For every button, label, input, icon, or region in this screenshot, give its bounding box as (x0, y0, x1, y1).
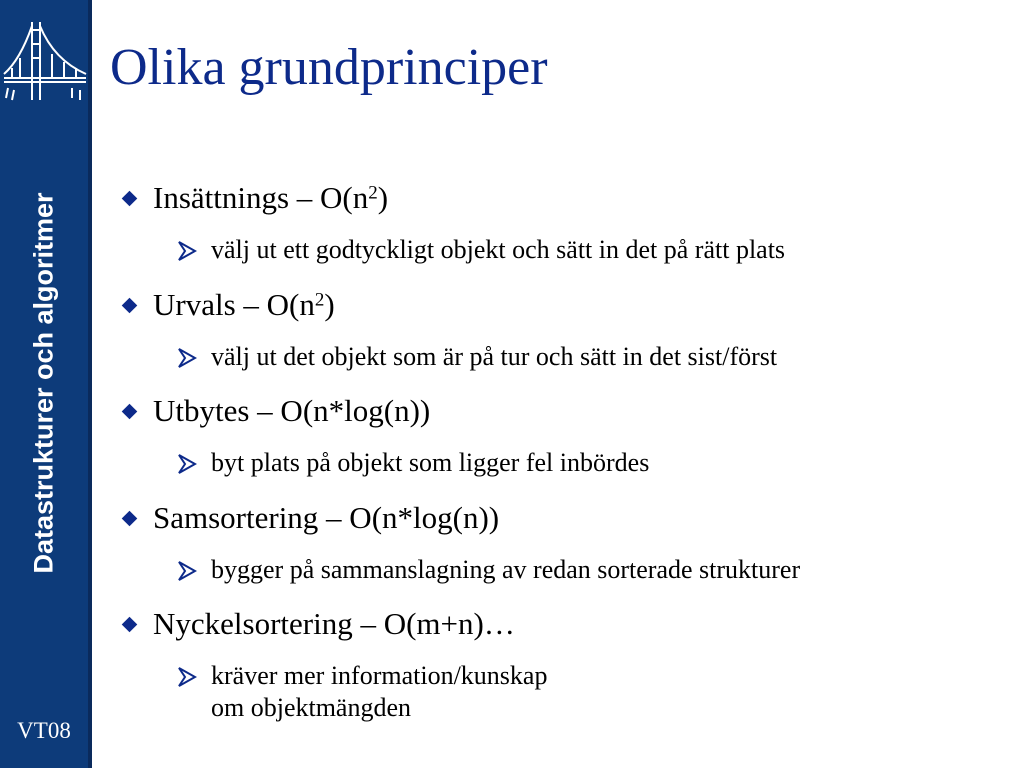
exponent: 2 (368, 182, 378, 204)
sub-item (177, 341, 777, 373)
bullet-text (153, 287, 335, 323)
sub-text (211, 660, 547, 724)
bullet-item (120, 606, 515, 642)
bullet-item (120, 500, 499, 536)
diamond-bullet-icon (122, 616, 138, 632)
bullet-item (120, 180, 388, 216)
bullet-item (120, 393, 430, 429)
sub-text: välj ut det objekt som är på tur och sätt in det sist/först (211, 342, 778, 371)
arrow-bullet-icon (177, 560, 197, 582)
bullet-text: Nyckelsortering – O(m+n)… (153, 606, 515, 641)
bullet-label: Urvals – O(n (153, 287, 315, 322)
arrow-bullet-icon (177, 666, 197, 688)
diamond-bullet-icon (122, 510, 138, 526)
sub-text-line-1: kräver mer information/kunskap (211, 661, 548, 690)
sub-item (177, 554, 800, 586)
bullet-text: Samsortering – O(n*log(n)) (153, 500, 500, 535)
bullet-text: Utbytes – O(n*log(n)) (153, 393, 431, 428)
bullet-tail: ) (324, 287, 335, 322)
bullet-text (153, 180, 388, 216)
bridge-logo-icon (2, 14, 88, 104)
sub-text-line-2: om objektmängden (211, 693, 412, 722)
sub-item (177, 234, 785, 266)
sidebar-border (88, 0, 92, 768)
sidebar (0, 0, 88, 768)
bullet-item (120, 287, 335, 323)
sub-text: byt plats på objekt som ligger fel inbördes (211, 448, 650, 477)
course-title: Datastrukturer och algoritmer (28, 192, 59, 574)
bullet-tail: ) (377, 180, 389, 215)
term-label: VT08 (17, 718, 71, 743)
sub-item (177, 447, 649, 479)
sub-item (177, 660, 547, 724)
diamond-bullet-icon (122, 403, 138, 419)
diamond-bullet-icon (122, 297, 138, 313)
arrow-bullet-icon (177, 240, 197, 262)
diamond-bullet-icon (122, 190, 138, 206)
sub-text: välj ut ett godtyckligt objekt och sätt in det på rätt plats (211, 235, 786, 264)
arrow-bullet-icon (177, 347, 197, 369)
exponent: 2 (314, 289, 325, 311)
sub-text: bygger på sammanslagning av redan sorterade strukturer (211, 555, 801, 584)
slide-title: Olika grundprinciper (110, 39, 548, 96)
arrow-bullet-icon (177, 453, 197, 475)
bullet-label: Insättnings – O(n (153, 180, 369, 215)
